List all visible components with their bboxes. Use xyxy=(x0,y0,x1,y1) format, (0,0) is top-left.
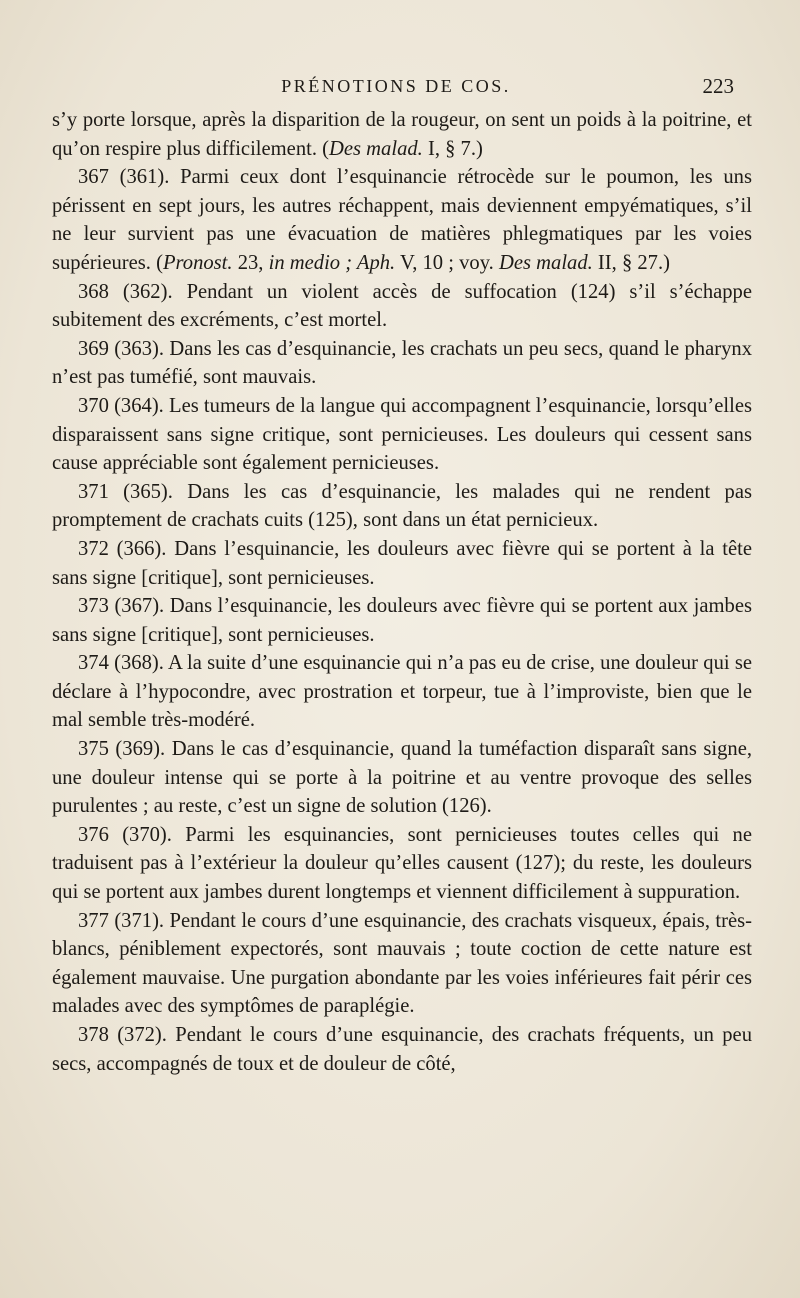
paragraph-367 xyxy=(52,163,752,277)
paragraph-text: Dans l’esquinancie, les douleurs avec fièvre qui se portent aux jambes sans signe [critique], sont pernicieuses. xyxy=(52,595,752,646)
paragraph-text: Pendant un violent accès de suffocation (124) s’il s’échappe subitement des excréments, c’est mortel. xyxy=(52,280,752,332)
paragraph-number: 377 (371). xyxy=(78,909,165,932)
paragraph-370 xyxy=(52,392,752,478)
paragraph-text: A la suite d’une esquinancie qui n’a pas eu de crise, une douleur qui se déclare à l’hypocondre, avec prostration et torpeur, tue à l’improviste, bien que le mal semble très-modéré. xyxy=(52,652,752,732)
reference-italic: in medio ; Aph. xyxy=(268,251,396,274)
paragraph-text: Dans le cas d’esquinancie, quand la tuméfaction disparaît sans signe, une douleur intense qui se porte à la poitrine et au ventre provoque des selles purulentes ; au reste, c’est un signe de solution (126). xyxy=(52,738,753,818)
paragraph-text: s’y porte lorsque, après la disparition de la rougeur, on sent un poids à la poitrine, et qu’on respire plus difficilement. ( xyxy=(52,109,752,160)
paragraph-number: 369 (363). xyxy=(78,337,164,360)
paragraph-368 xyxy=(52,278,752,335)
paragraph-text: 23, xyxy=(232,251,269,274)
paragraph-371 xyxy=(52,478,752,535)
paragraph-text: V, 10 ; voy. xyxy=(395,251,499,274)
paragraph-number: 375 (369). xyxy=(78,738,166,761)
paragraph-375 xyxy=(52,735,752,821)
reference-italic: Des malad. xyxy=(329,137,423,160)
paragraph-text: I, § 7.) xyxy=(422,137,483,160)
paragraph-text: Parmi ceux dont l’esquinancie rétrocède sur le poumon, les uns périssent en sept jours, les autres réchappent, mais deviennent empyématiques, s’il ne leur survient pas une évacuation de matières phlegmatiques par les voies supérieures. ( xyxy=(52,166,752,274)
paragraph-text: Dans les cas d’esquinancie, les malades qui ne rendent pas promptement de crachats cuits (125), sont dans un état pernicieux. xyxy=(52,480,752,532)
paragraph-number: 378 (372). xyxy=(78,1024,167,1046)
paragraph-text: Les tumeurs de la langue qui accompagnent l’esquinancie, lorsqu’elles disparaissent sans signe critique, sont pernicieuses. Les douleurs qui cessent sans cause appréciable sont également pernicieuses. xyxy=(52,394,752,475)
paragraph-number: 372 (366). xyxy=(78,537,167,560)
paragraph-text: Dans les cas d’esquinancie, les crachats un peu secs, quand le pharynx n’est pas tuméfié, sont mauvais. xyxy=(52,337,752,389)
running-title: PRÉNOTIONS DE COS. xyxy=(281,76,511,96)
paragraph-378 xyxy=(52,1021,752,1078)
paragraph-continuation xyxy=(52,106,752,163)
paragraph-number: 373 (367). xyxy=(78,595,165,618)
paragraph-number: 371 (365). xyxy=(78,480,173,503)
page-number: 223 xyxy=(702,74,734,98)
body-text xyxy=(52,106,752,1078)
paragraph-number: 370 (364). xyxy=(78,394,164,417)
paragraph-376 xyxy=(52,821,752,907)
paragraph-number: 376 (370). xyxy=(78,823,172,846)
reference-italic: Des malad. xyxy=(498,251,593,274)
paragraph-372 xyxy=(52,535,752,592)
paragraph-number: 367 (361). xyxy=(78,166,170,189)
paragraph-text: Pendant le cours d’une esquinancie, des crachats visqueux, épais, très-blancs, péniblement expectorés, sont mauvais ; toute coction de cette nature est également mauvaise. Une purgation abondante par les voies inférieures fait périr ces malades avec des symptômes de paraplégie. xyxy=(52,909,753,1018)
reference-italic: Pronost. xyxy=(162,251,233,274)
paragraph-number: 368 (362). xyxy=(78,280,173,303)
page-header xyxy=(52,72,740,102)
paragraph-text: II, § 27.) xyxy=(592,251,670,274)
paragraph-number: 374 (368). xyxy=(78,652,164,675)
paragraph-369 xyxy=(52,335,752,392)
paragraph-text: Parmi les esquinancies, sont pernicieuses toutes celles qui ne traduisent pas à l’extérieur la douleur qu’elles causent (127); du reste, les douleurs qui se portent aux jambes durent longtemps et viennent difficilement à suppuration. xyxy=(52,823,752,904)
paragraph-373 xyxy=(52,592,752,649)
paragraph-text: Pendant le cours d’une esquinancie, des crachats fréquents, un peu secs, accompagnés de toux et de douleur de côté, xyxy=(52,1024,752,1075)
paragraph-text: Dans l’esquinancie, les douleurs avec fièvre qui se portent à la tête sans signe [critique], sont pernicieuses. xyxy=(52,537,752,589)
paragraph-377 xyxy=(52,907,752,1021)
paragraph-374 xyxy=(52,649,752,735)
